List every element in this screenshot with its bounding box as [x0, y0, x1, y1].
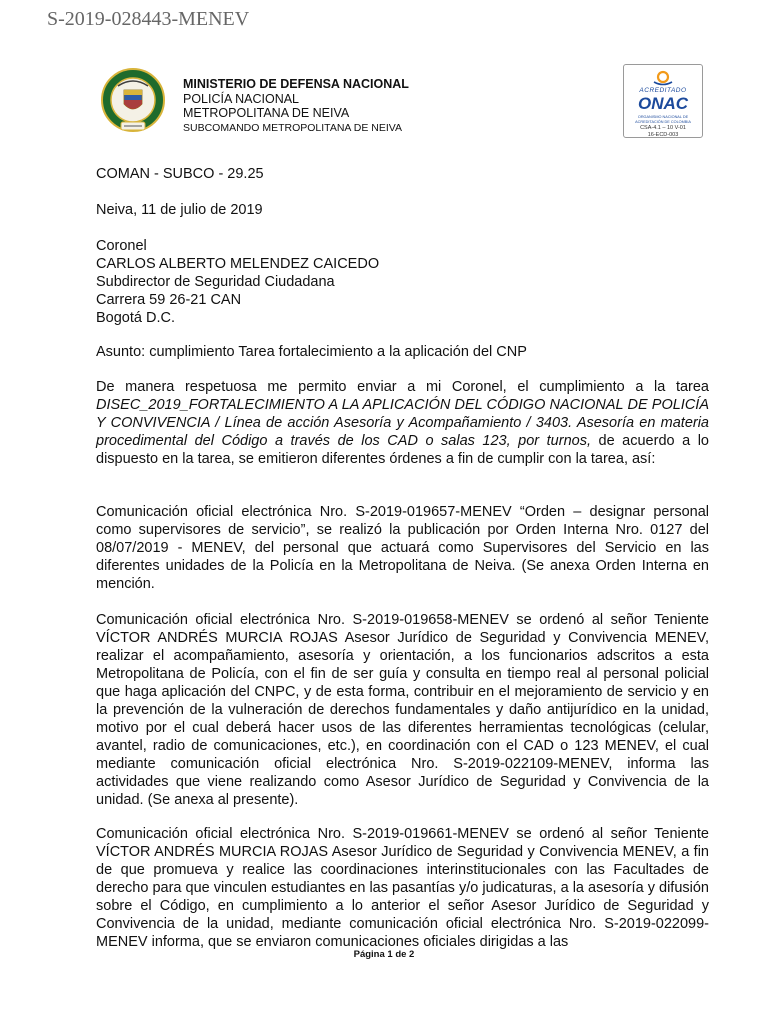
onac-code-line1: CSA-4.1 – 10 V-01	[640, 125, 686, 131]
onac-certificate-code	[623, 125, 703, 138]
metropolitan-name: METROPOLITANA DE NEIVA	[183, 106, 350, 120]
onac-org-line2: ACREDITACIÓN DE COLOMBIA	[635, 119, 691, 124]
onac-organization	[628, 115, 698, 124]
subcommand-name: SUBCOMANDO METROPOLITANA DE NEIVA	[183, 121, 402, 134]
paragraph-intro-text: De manera respetuosa me permito enviar a mi Coronel, el cumplimiento a la tarea	[96, 379, 709, 395]
document-reference-number: S-2019-028443-MENEV	[47, 8, 250, 30]
recipient-name: CARLOS ALBERTO MELENDEZ CAICEDO	[96, 256, 380, 272]
onac-org-line1: ORGANISMO NACIONAL DE	[637, 115, 689, 119]
ministry-name: MINISTERIO DE DEFENSA NACIONAL	[183, 77, 409, 91]
paragraph-intro-rest: de acuerdo a lo dispuesto en la tarea, se emitieron diferentes órdenes a fin de cumplir con la tarea, así:	[96, 433, 709, 467]
police-name: POLICÍA NACIONAL	[183, 91, 300, 106]
paragraph-universities: Comunicación oficial electrónica Nro. S-2019-019661-MENEV se ordenó al señor Teniente VÍCTOR ANDRÉS MURCIA ROJAS Asesor Jurídico de Seguridad y Convivencia MENEV, a fin de que promueva y realice las coordinaciones interinstitucionales con las Facultades de derecho para que vinculen estudiantes en las pasantías y/o judicaturas, a la asesoría y difusión sobre el Código, en cumplimiento a lo anterior el señor Asesor Jurídico de Seguridad y Convivencia de la unidad, mediante comunicación oficial electrónica Nro. S-2019-022099-MENEV informa, que se enviaron comunicaciones oficiales dirigidas a las	[96, 826, 709, 950]
page-number: Página 1 de 2	[353, 949, 415, 960]
onac-accredited-label: ACREDITADO	[639, 87, 687, 94]
subject-line: Asunto: cumplimiento Tarea fortalecimiento a la aplicación del CNP	[96, 344, 527, 360]
recipient-city: Bogotá D.C.	[96, 310, 175, 326]
task-name: DISEC_2019_FORTALECIMIENTO A LA APLICACIÓN DEL CÓDIGO NACIONAL DE POLICÍA Y CONVIVENCIA / Línea de acción Asesoría y Acompañamiento / 3403. Asesoría en materia procedimental del Código a través de los CAD o salas 123, por turnos,	[96, 397, 709, 449]
paragraph-supervisors: Comunicación oficial electrónica Nro. S-2019-019657-MENEV “Orden – designar personal como supervisores de servicio”, se realizó la publicación por Orden Interna Nro. 0127 del 08/07/2019 - MENEV, del personal que actuará como Supervisores del Servicio en las diferentes unidades de la Policía en la Metropolitana de Neiva. (Se anexa Orden Interna en mención.	[96, 504, 709, 592]
internal-code: COMAN - SUBCO - 29.25	[96, 166, 264, 182]
recipient-rank: Coronel	[96, 238, 147, 254]
recipient-block	[96, 237, 709, 327]
onac-brand: ONAC	[637, 94, 689, 113]
onac-code-line2: 16-ECD-003	[647, 131, 679, 138]
place-and-date: Neiva, 11 de julio de 2019	[96, 202, 263, 218]
letterhead	[183, 77, 409, 135]
paragraph-legal-advisor: Comunicación oficial electrónica Nro. S-2019-019658-MENEV se ordenó al señor Teniente VÍCTOR ANDRÉS MURCIA ROJAS Asesor Jurídico de Seguridad y Convivencia MENEV, realizar el acompañamiento, asesoría y orientación, a los funcionarios adscritos a esta Metropolitana de Policía, con el fin de ser guía y consulta en tiempo real al personal policial que haga aplicación del CNPC, y de esta forma, contribuir en el mejoramiento de servicio y en la prevención de la vulneración de derechos fundamentales y daño antijurídico en la unidad, motivo por el cual deberá hacer usos de las diferentes herramientas tecnológicas (celular, avantel, radio de comunicaciones, etc.), en coordinación con el CAD o 123 MENEV, el cual mediante comunicación oficial electrónica Nro. S-2019-022109-MENEV, informa las actividades que viene realizando como Asesor Jurídico de Seguridad y Convivencia de la unidad. (Se anexa al presente).	[96, 612, 709, 808]
recipient-position: Subdirector de Seguridad Ciudadana	[96, 274, 335, 290]
recipient-address: Carrera 59 26-21 CAN	[96, 292, 242, 308]
police-emblem-icon	[96, 66, 170, 136]
paragraph-intro	[96, 378, 709, 468]
onac-symbol-icon	[658, 72, 668, 82]
